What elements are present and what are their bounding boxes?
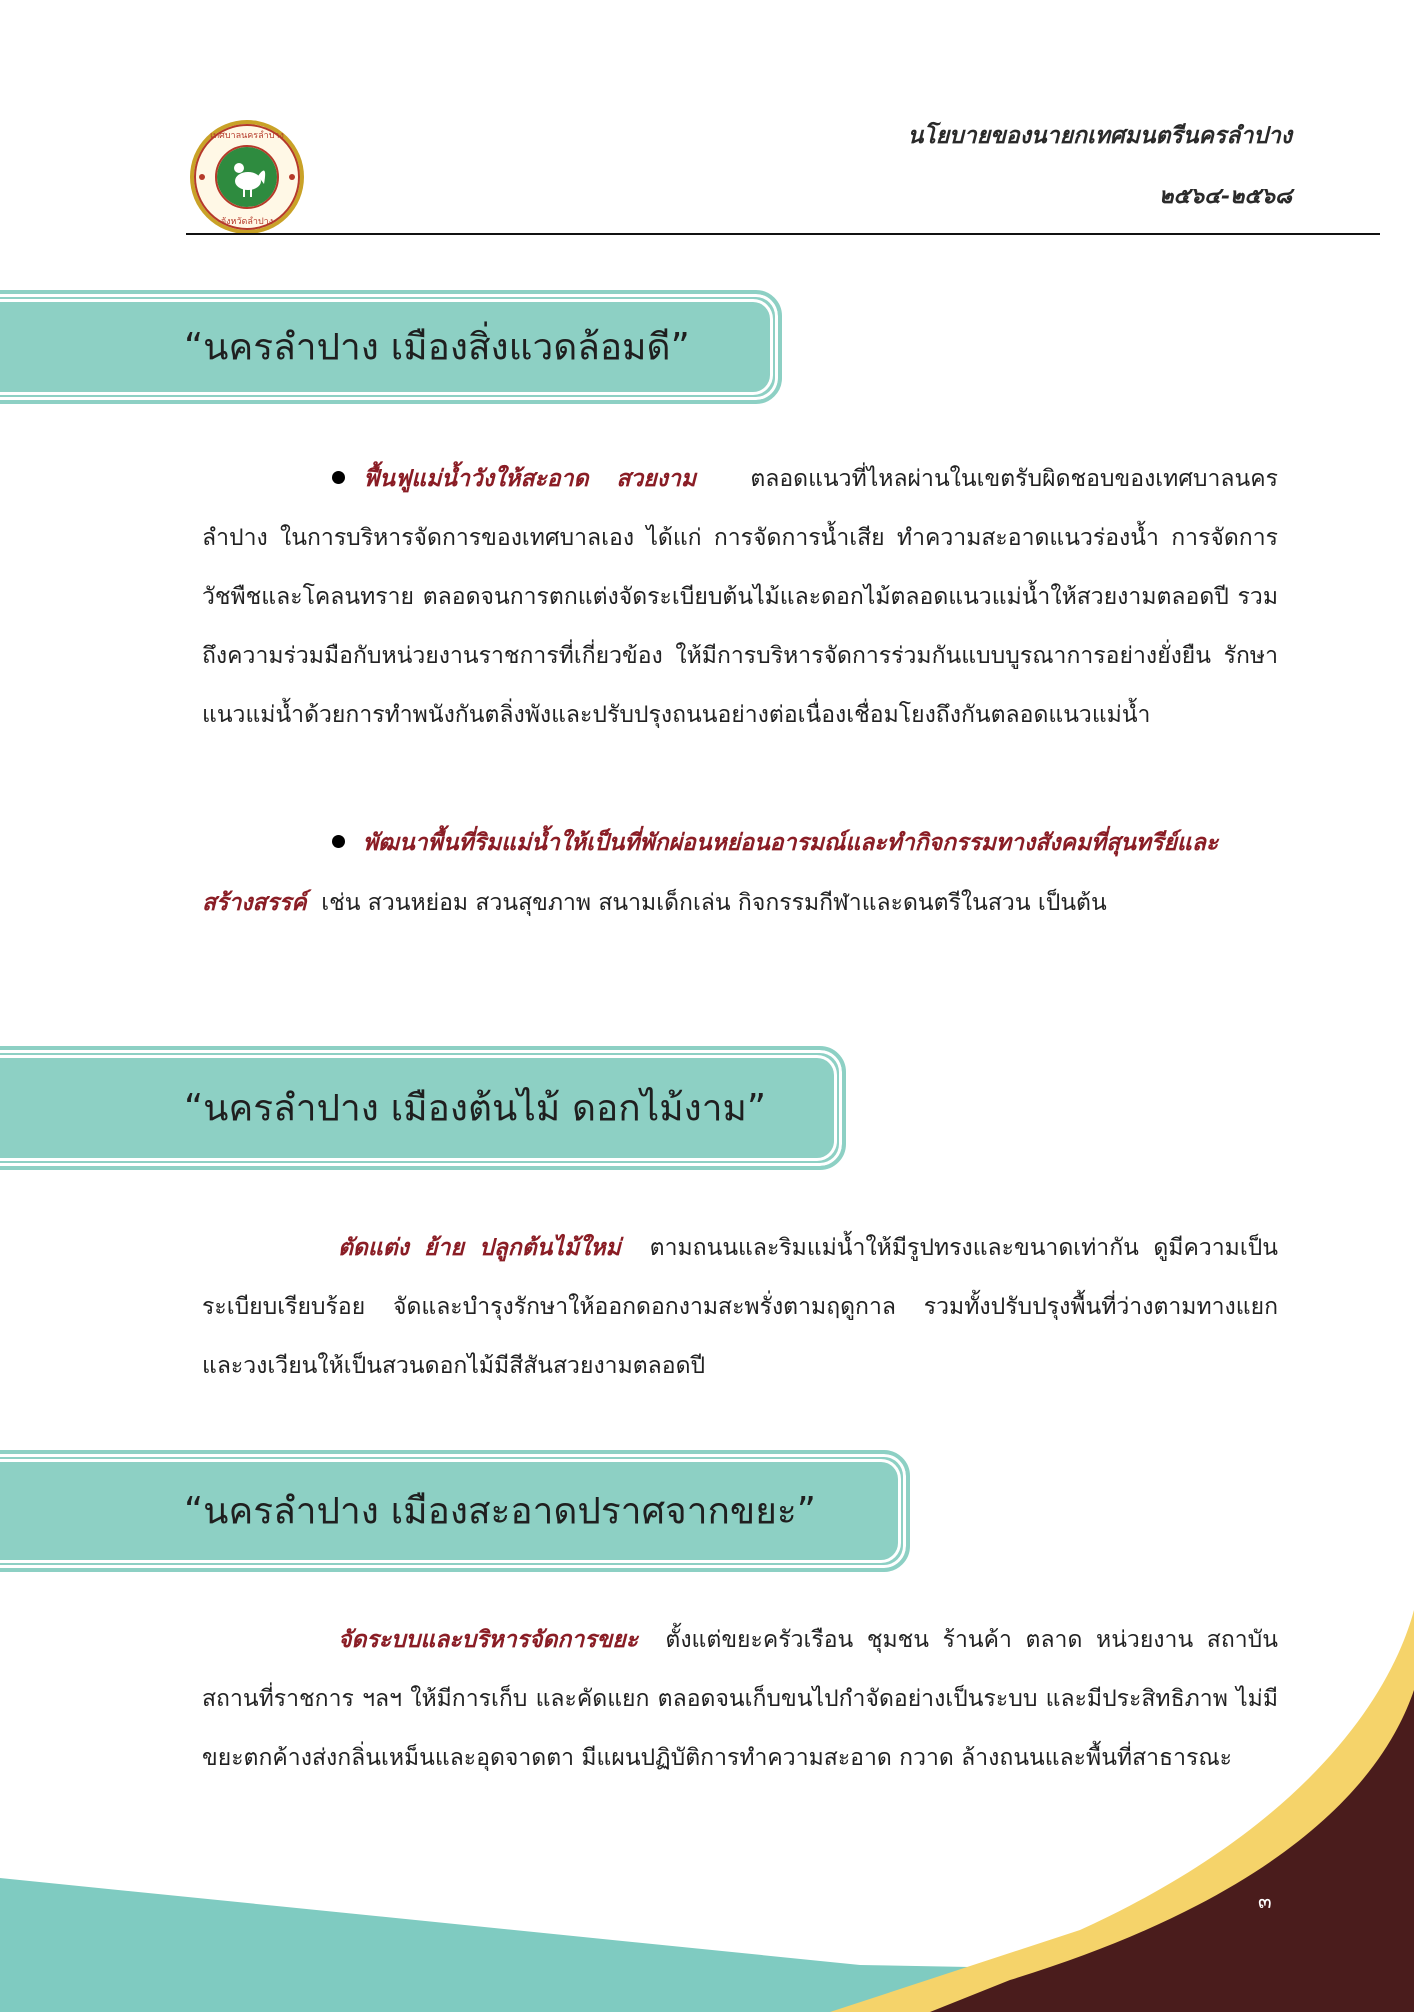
bullet-paragraph bbox=[202, 813, 1278, 933]
body-text: ตลอดแนวที่ไหลผ่านในเขตรับผิดชอบของเทศบาลนครลำปาง ในการบริหารจัดการของเทศบาลเอง ได้แก่ การจัดการน้ำเสีย ทำความสะอาดแนวร่องน้ำ การจัดการวัชพืชและโคลนทราย ตลอดจนการตกแต่งจัดระเบียบต้นไม้และดอกไม้ตลอดแนวแม่น้ำให้สวยงามตลอดปี รวมถึงความร่วมมือกับหน่วยงานราชการที่เกี่ยวข้อง ให้มีการบริหารจัดการร่วมกันแบบบูรณาการอย่างยั่งยืน รักษาแนวแม่น้ำด้วยการทำพนังกันตลิ่งพังและปรับปรุงถนนอย่างต่อเนื่องเชื่อมโยงถึงกันตลอดแนวแม่น้ำ bbox=[202, 466, 1278, 728]
section-banner-title: “นครลำปาง เมืองสิ่งแวดล้อมดี” bbox=[184, 325, 690, 369]
highlight-text: ตัดแต่ง ย้าย ปลูกต้นไม้ใหม่ bbox=[338, 1234, 621, 1261]
section-banner-title: “นครลำปาง เมืองสะอาดปราศจากขยะ” bbox=[184, 1489, 816, 1533]
section-banner-clean bbox=[0, 1450, 910, 1572]
body-text: ตามถนนและริมแม่น้ำให้มีรูปทรงและขนาดเท่ากัน ดูมีความเป็นระเบียบเรียบร้อย จัดและบำรุงรักษาให้ออกดอกงามสะพรั่งตามฤดูกาล รวมทั้งปรับปรุงพื้นที่ว่างตามทางแยกและวงเวียนให้เป็นสวนดอกไม้มีสีสันสวยงามตลอดปี bbox=[202, 1235, 1279, 1379]
document-year: ๒๕๖๔-๒๕๖๘ bbox=[1159, 183, 1292, 209]
body-text: เช่น สวนหย่อม สวนสุขภาพ สนามเด็กเล่น กิจกรรมกีฬาและดนตรีในสวน เป็นต้น bbox=[321, 890, 1107, 916]
logo-top-text: เทศบาลนครลำปาง bbox=[210, 131, 284, 141]
page-number: ๓ bbox=[1258, 1889, 1272, 1913]
bullet-paragraph bbox=[202, 449, 1278, 745]
section-banner-title: “นครลำปาง เมืองต้นไม้ ดอกไม้งาม” bbox=[184, 1086, 767, 1130]
bullet-icon bbox=[332, 471, 345, 484]
section-banner-trees bbox=[0, 1046, 846, 1170]
municipality-seal-logo bbox=[188, 118, 306, 236]
paragraph bbox=[202, 1610, 1278, 1788]
body-text: ตั้งแต่ขยะครัวเรือน ชุมชน ร้านค้า ตลาด หน่วยงาน สถาบัน สถานที่ราชการ ฯลฯ ให้มีการเก็บ และคัดแยก ตลอดจนเก็บขนไปกำจัดอย่างเป็นระบบ และมีประสิทธิภาพ ไม่มีขยะตกค้างส่งกลิ่นเหม็นและอุดจาดตา มีแผนปฏิบัติการทำความสะอาด กวาด ล้างถนนและพื้นที่สาธารณะ bbox=[202, 1627, 1278, 1771]
document-title: นโยบายของนายกเทศมนตรีนครลำปาง bbox=[907, 122, 1292, 149]
section-banner-environment bbox=[0, 290, 782, 404]
highlight-text: ฟื้นฟูแม่น้ำวังให้สะอาด สวยงาม bbox=[363, 465, 697, 492]
logo-bottom-text: จังหวัดลำปาง bbox=[220, 217, 274, 227]
highlight-text: จัดระบบและบริหารจัดการขยะ bbox=[338, 1626, 639, 1653]
header-divider bbox=[186, 233, 1380, 235]
bullet-icon bbox=[332, 835, 345, 848]
paragraph bbox=[202, 1218, 1278, 1396]
highlight-text: พัฒนาพื้นที่ริมแม่น้ำให้เป็นที่พักผ่อนหย่อนอารมณ์และทำกิจกรรมทางสังคมที่สุนทรีย์และสร้างสรรค์ bbox=[202, 829, 1219, 916]
